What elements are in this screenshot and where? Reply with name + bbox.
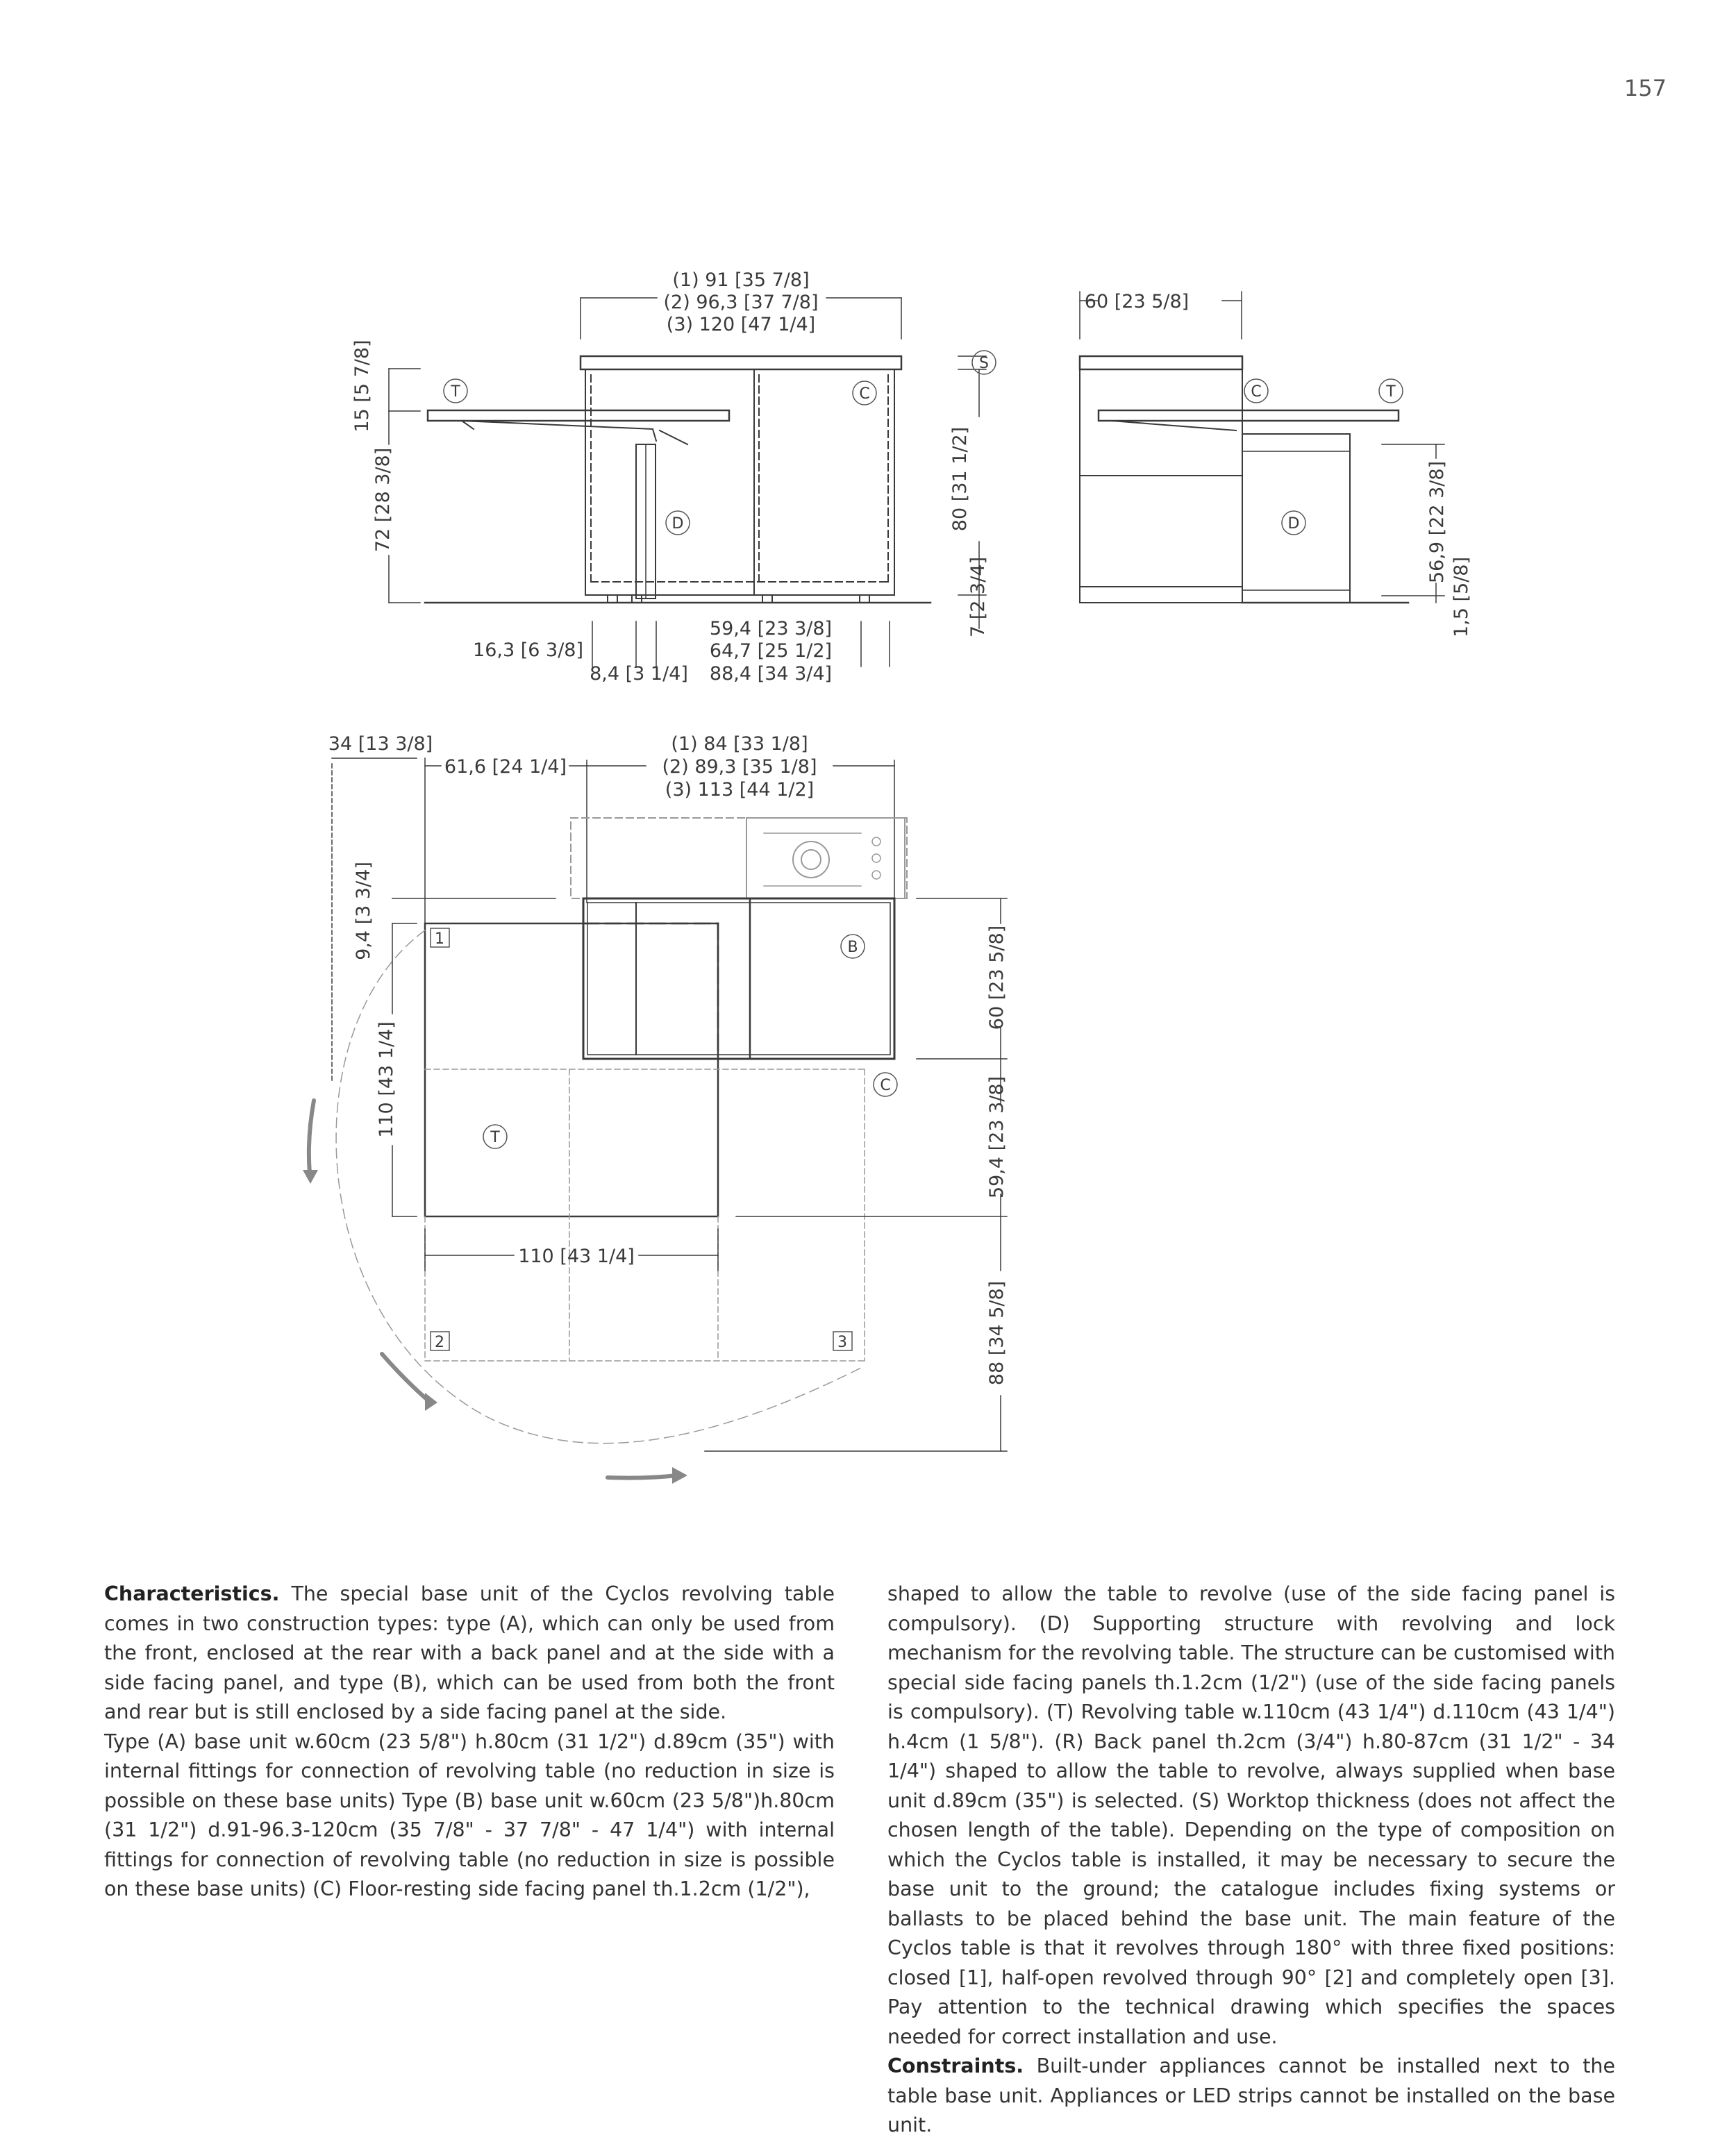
constraints-paragraph [887, 2052, 1615, 2141]
side-depth-dim: 60 [23 5/8] [1084, 291, 1190, 312]
side-label-c: C [1251, 383, 1262, 401]
position-label-2: 2 [435, 1334, 444, 1351]
side-view [1080, 292, 1444, 603]
characteristics-intro: The special base unit of the Cyclos revolving table comes in two construction types: type (A), which can only be used from the front, enclosed at the rear with a back panel and at the side with a side facing panel, and type (B), which can be used from both the front and rear but is still enclosed by a side facing panel at the side. [104, 1582, 835, 1723]
side-label-d: D [1287, 515, 1300, 533]
plan-top-dim-4: (2) 89,3 [35 1/8] [662, 756, 817, 778]
front-width-dim-1: (1) 91 [35 7/8] [672, 269, 810, 291]
front-label-s: S [979, 355, 989, 372]
constraints-heading: Constraints. [887, 2054, 1024, 2077]
position-label-1: 1 [435, 930, 444, 948]
front-right-dim-plinth: 7 [2 3/4] [967, 556, 989, 638]
front-label-c: C [859, 385, 870, 403]
plan-right-dim-3: 88 [34 5/8] [986, 1280, 1008, 1386]
characteristics-paragraph [104, 1580, 835, 1727]
plan-top-dim-1: 34 [13 3/8] [328, 733, 433, 755]
plan-top-dim-2: 61,6 [24 1/4] [444, 756, 567, 778]
front-width-dim-3: (3) 120 [47 1/4] [666, 314, 816, 335]
plan-right-dim-2: 59,4 [23 3/8] [986, 1076, 1008, 1199]
plan-label-t: T [490, 1129, 500, 1146]
rotation-arrows [309, 1100, 677, 1478]
plan-left-dim-offset: 9,4 [3 3/4] [353, 862, 374, 960]
front-left-dim-worktop: 15 [5 7/8] [351, 340, 373, 433]
plan-top-dim-3: (1) 84 [33 1/8] [671, 733, 808, 755]
description-column-right [887, 1580, 1615, 2141]
front-bottom-dim-3: 59,4 [23 3/8] [709, 618, 833, 639]
front-right-dim-height: 80 [31 1/2] [949, 426, 971, 532]
plan-label-b: B [847, 939, 858, 956]
front-bottom-dim-4: 64,7 [25 1/2] [709, 640, 833, 662]
front-width-dim-2: (2) 96,3 [37 7/8] [663, 292, 819, 313]
plan-view [332, 758, 1007, 1451]
plan-label-c: C [880, 1077, 891, 1094]
front-label-t: T [451, 383, 460, 401]
side-label-t: T [1386, 383, 1396, 401]
plan-top-dim-5: (3) 113 [44 1/2] [665, 779, 815, 801]
plan-inner-dim: 110 [43 1/4] [518, 1246, 635, 1267]
front-left-dim-height: 72 [28 3/8] [372, 447, 394, 553]
plan-left-dim-depth: 110 [43 1/4] [376, 1021, 397, 1138]
page-number: 157 [1624, 75, 1667, 101]
side-right-dim-height: 56,9 [22 3/8] [1426, 460, 1448, 584]
front-bottom-dim-5: 88,4 [34 3/4] [709, 663, 833, 685]
position-label-3: 3 [837, 1334, 847, 1351]
constraints-body: Built-under appliances cannot be installed next to the table base unit. Appliances or LED strips cannot be installed on the base unit. [887, 2054, 1615, 2136]
plan-right-dim-1: 60 [23 5/8] [986, 925, 1008, 1030]
side-right-dim-plinth: 1,5 [5/8] [1451, 556, 1472, 638]
characteristics-heading: Characteristics. [104, 1582, 280, 1605]
front-bottom-dim-1: 16,3 [6 3/8] [473, 639, 583, 661]
description-column-left [104, 1580, 835, 1905]
characteristics-details-part1: Type (A) base unit w.60cm (23 5/8") h.80cm (31 1/2") d.89cm (35") with internal fittings for connection of revolving table (no reduction in size is possible on these base units) Type (B) base unit w.60cm (23 5/8")h.80cm (31 1/2") d.91-96.3-120cm (35 7/8" - 37 7/8" - 47 1/4") with internal fittings for connection of revolving table (no reduction in size is possible on these base units) (C) Floor-resting side facing panel th.1.2cm (1/2"), [104, 1730, 835, 1900]
front-view [389, 298, 986, 667]
front-label-d: D [671, 515, 684, 533]
front-bottom-dim-2: 8,4 [3 1/4] [590, 663, 688, 685]
characteristics-details-part2: shaped to allow the table to revolve (use of the side facing panel is compulsory). (D) Supporting structure with revolving and lock mechanism for the revolving table. The structure can be customised with special side facing panels th.1.2cm (1/2") (use of the side facing panels is compulsory). (T) Revolving table w.110cm (43 1/4") d.110cm (43 1/4") h.4cm (1 5/8"). (R) Back panel th.2cm (3/4") h.80-87cm (31 1/2" - 34 1/4") shaped to allow the table to revolve, always supplied when base unit d.89cm (35") is selected. (S) Worktop thickness (does not affect the chosen length of the table). Depending on the type of composition on which the Cyclos table is installed, it may be necessary to secure the base unit to the ground; the catalogue includes fixing systems or ballasts to be placed behind the base unit. The main feature of the Cyclos table is that it revolves through 180° with three fixed positions: closed [1], half-open revolved through 90° [2] and completely open [3]. Pay attention to the technical drawing which specifies the spaces needed for correct installation and use. [887, 1582, 1615, 2048]
